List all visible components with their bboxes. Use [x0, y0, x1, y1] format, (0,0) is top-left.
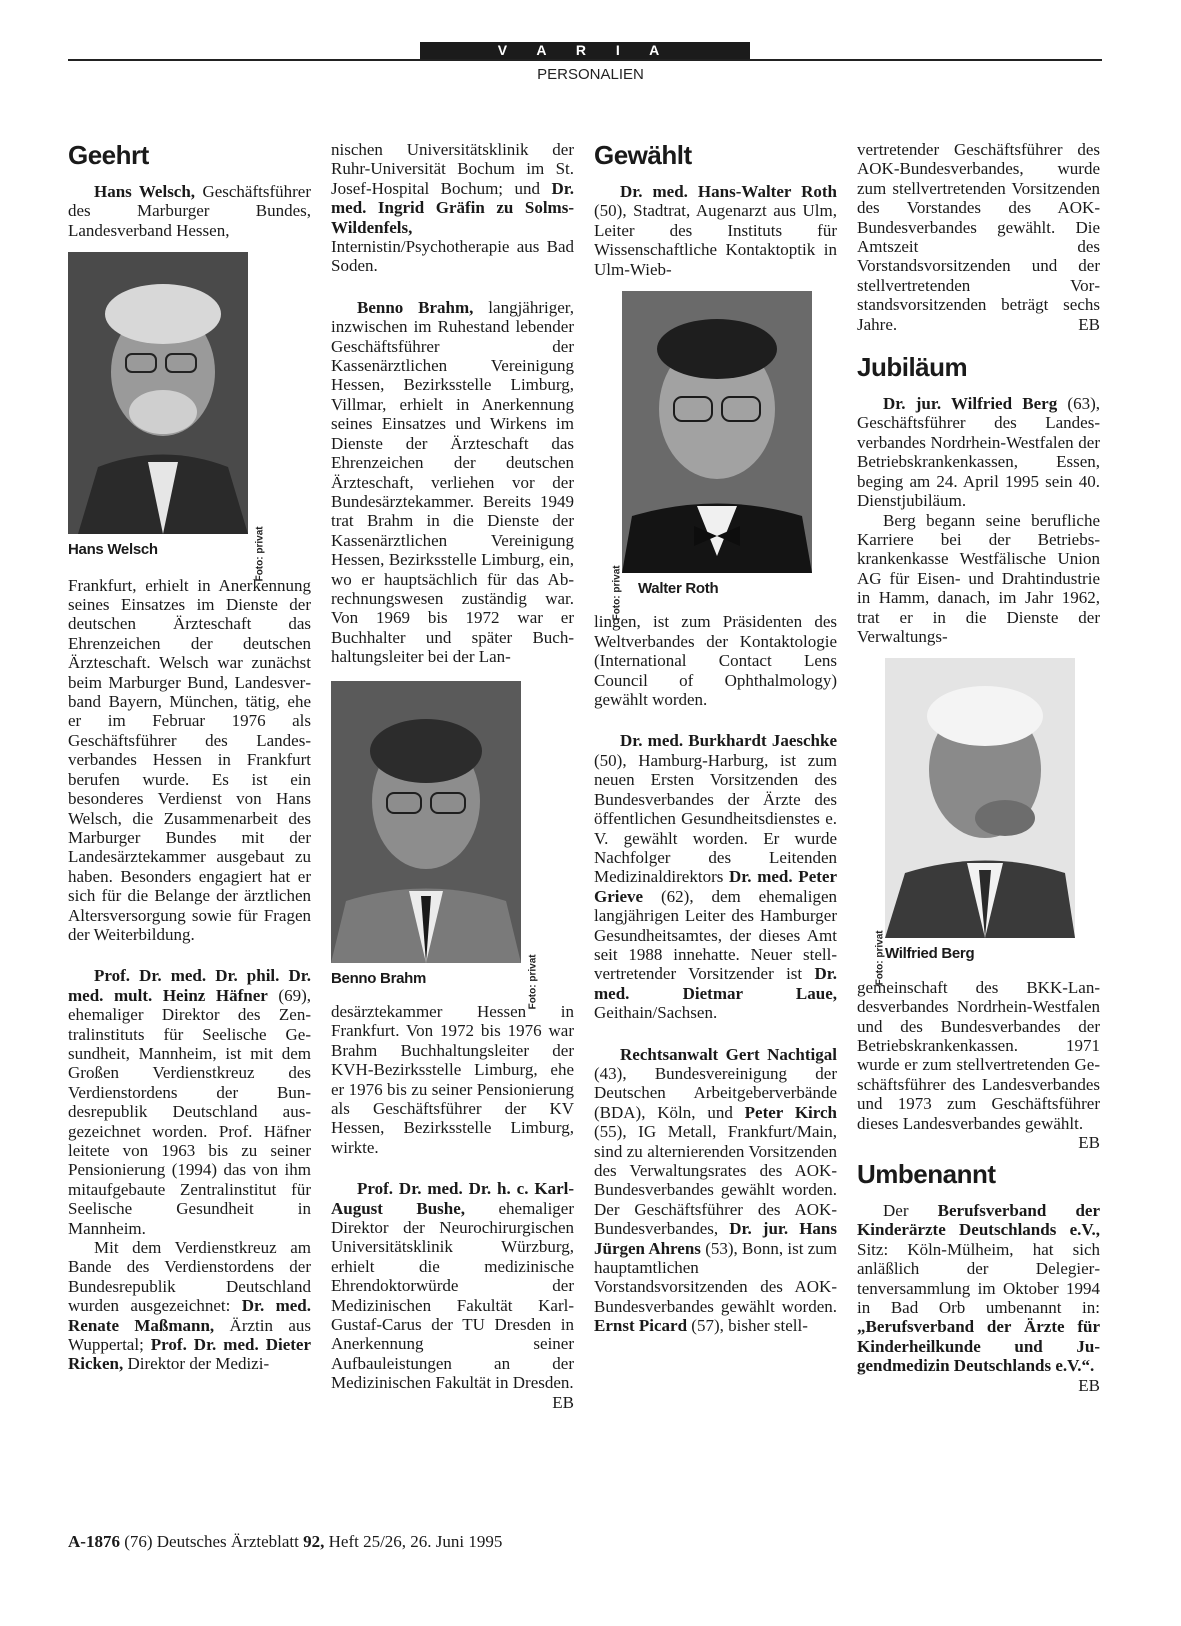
- person-name: Benno Brahm,: [357, 297, 474, 317]
- paragraph-verdienstkreuz: Mit dem Verdienstkreuz am Bande des Verdienstordens der Bundesrepublik Deutschland wurden ausgezeichnet: Dr. med. Renate Maßmann, Ärztin aus Wuppertal; Prof. Dr. med. Dieter Ricken, Direktor der Medizi-: [68, 1238, 311, 1374]
- photo-caption: Walter Roth: [638, 580, 719, 598]
- section-subtitle: PERSONALIEN: [537, 66, 644, 83]
- photo-block-roth: [611, 291, 837, 621]
- column-2: [331, 140, 574, 1412]
- volume-number: 92,: [303, 1532, 325, 1551]
- paragraph-welsch-intro: Hans Welsch, Geschäftsführer des Marburger Bundes, Landesverband Hessen,: [68, 182, 311, 240]
- paragraph-bushe: Prof. Dr. med. Dr. h. c. Karl-August Bushe, ehemaliger Direktor der Neurochirurgischen Universitätsklinik Würzburg, erhielt die medizinische Ehrendoktorwürde der Medizinischen Fakultät Karl-Gustaf-Carus der TU Dresden in Anerkennung seiner Aufbauleistungen an der Medizinischen Fakultät in Dresden. EB: [331, 1179, 575, 1412]
- paragraph-solms: nischen Universitätsklinik der Ruhr-Universität Bochum im St. Josef-Hospital Bochum; und Dr. med. Ingrid Gräfin zu Solms-Wildenfels, Internistin/Psychotherapie aus Bad Soden.: [331, 140, 574, 276]
- author-sign: EB: [1078, 1133, 1100, 1152]
- section-banner: V A R I A: [420, 42, 750, 59]
- photo-block-brahm: [331, 681, 574, 1010]
- paragraph-brahm: Benno Brahm, langjähriger, inzwischen im Ruhestand lebender Geschäftsführer der Kassenärztlichen Vereinigung Hessen, Bezirksstelle Limburg, Villmar, erhielt in Anerkennung seines Einsatzes und Wirkens im Dienste der Ärzteschaft das Ehrenzeichen der deutschen Ärzteschaft, verliehen vor der Bundesärztekammer. Bereits 1949 trat Brahm in die Dienste der Kassenärztlichen Vereinigung Hessen, Bezirksstelle Limburg, ein, wo er hauptsächlich für das Abrechnungswesen zuständig war. Von 1969 bis 1972 war er Buchhalter und später Buchhaltungsleiter bei der Lan-: [331, 297, 574, 667]
- photo-caption: Wilfried Berg: [885, 945, 975, 963]
- paragraph-haefner: Prof. Dr. med. Dr. phil. Dr. med. mult. Heinz Häfner (69), ehemaliger Direktor des Zentralinstituts für Seelische Gesundheit, Mannheim, ist mit dem Großen Verdienstkreuz des Verdienstordens der Bundesrepublik Deutschland ausgezeichnet worden. Prof. Häfner leitete von 1963 bis zu seiner Pensionierung (1994) das von ihm mitaufgebaute Zentralinstitut für Seelische Gesundheit in Mannheim.: [68, 966, 311, 1238]
- column-3: [594, 140, 837, 1336]
- person-name: Dr. med. Hans-Walter Roth: [620, 182, 837, 201]
- person-name: Prof. Dr. med. Dr. phil. Dr. med. mult. Heinz Häfner: [68, 966, 311, 1005]
- paragraph-brahm-cont: desärztekammer Hessen in Frankfurt. Von 1972 bis 1976 war Brahm Buchhaltungsleiter der KVH-Bezirksstelle Limburg, ehe er 1976 bis zu seiner Pensionierung als Geschäftsführer der KV Hessen, Bezirksstelle Limburg, wirkte.: [331, 1001, 574, 1157]
- person-name: Peter Kirch: [744, 1102, 838, 1122]
- organization-name: Berufsverband der Kinderärzte Deutschlands e.V.,: [857, 1201, 1100, 1240]
- header-rule: [68, 59, 1102, 61]
- photo-credit: Foto: privat: [611, 565, 623, 621]
- photo-credit: Foto: privat: [254, 526, 266, 582]
- author-sign: EB: [552, 1392, 574, 1412]
- person-name: Ernst Picard: [594, 1316, 688, 1336]
- paragraph-roth: Dr. med. Hans-Walter Roth (50), Stadtrat, Augenarzt aus Ulm, Leiter des Instituts für Wissenschaftliche Kontaktoptik in Ulm-Wieb-: [594, 182, 837, 279]
- photo-caption: Benno Brahm: [331, 969, 427, 987]
- paragraph-berg-career: Berg begann seine berufliche Karriere bei der Betriebskrankenkasse Westfälische Union AG für Eisen- und Drahtindustrie in Hamm, danach, im Jahr 1962, trat er in die Dienste der Verwaltungs-: [857, 510, 1100, 646]
- photo-credit: Foto: privat: [527, 954, 539, 1010]
- person-name: Prof. Dr. med. Dr. h. c. Karl-August Bushe,: [331, 1179, 574, 1218]
- photo-block-berg: [874, 658, 1100, 986]
- heading-umbenannt: Umbenannt: [857, 1159, 996, 1189]
- person-name: Dr. med. Peter Grieve: [594, 867, 837, 906]
- person-name: Dr. med. Dietmar Laue,: [594, 964, 837, 1003]
- author-sign: EB: [1078, 314, 1100, 334]
- paragraph-roth-cont: lingen, ist zum Präsidenten des Weltverbandes der Kontaktologie (International Contact Lens Council of Ophthalmology) gewählt worden.: [594, 612, 837, 710]
- photo-block-welsch: [68, 252, 311, 582]
- organization-name: „Berufsverband der Ärzte für Kinderheilkunde und Jugendmedizin Deutschlands e.V.“.: [857, 1317, 1100, 1376]
- person-name: Rechtsanwalt Gert Nachtigal: [620, 1044, 837, 1064]
- photo-credit: Foto: privat: [874, 930, 886, 986]
- person-name: Hans Welsch,: [94, 182, 196, 201]
- page-footer: A-1876 (76) Deutsches Ärzteblatt 92, Heft 25/26, 26. Juni 1995: [68, 1532, 503, 1551]
- person-name: Dr. med. Renate Maßmann,: [68, 1296, 311, 1335]
- column-1: [68, 140, 311, 1374]
- paragraph-umbenannt: Der Berufsverband der Kinderärzte Deutschlands e.V., Sitz: Köln-Mülheim, hat sich anläßlich der Delegiertenversammlung im Oktober 1994 in Bad Orb umbenannt in: „Berufsverband der Ärzte für Kinderheilkunde und Jugendmedizin Deutschlands e.V.“. EB: [857, 1201, 1100, 1395]
- heading-gewaehlt: Gewählt: [594, 140, 692, 170]
- paragraph-berg-cont: gemeinschaft des BKK-Landesverbandes Nordrhein-Westfalen und des Bundesverbandes der Betriebskrankenkassen. 1971 wurde er zum stellvertretenden Geschäftsführer des Landesverbandes und 1973 zum Geschäftsführer dieses Landesverbandes gewählt. EB: [857, 977, 1100, 1152]
- author-sign: EB: [1078, 1375, 1100, 1395]
- person-name: Dr. jur. Hans Jürgen Ahrens: [594, 1219, 838, 1258]
- paragraph-picard-cont: vertretender Geschäftsführer des AOK-Bundesverbandes, wurde zum stellvertretenden Vorsitzenden des Vorstandes des AOK-Bundesverbandes gewählt. Die Amtszeit des Vorstandsvorsitzenden und der stellvertretenden Vorstandsvorsitzenden beträgt sechs Jahre. EB: [857, 140, 1100, 334]
- person-name: Dr. jur. Wilfried Berg: [883, 394, 1058, 414]
- paragraph-jaeschke: Dr. med. Burkhardt Jaeschke (50), Hamburg-Harburg, ist zum neuen Ersten Vorsitzenden des Bundesverbandes der Ärzte des öffentlichen Gesundheitsdienstes e. V. gewählt worden. Er wurde Nachfolger des Leitenden Medizinaldirektors Dr. med. Peter Grieve (62), dem ehemaligen langjährigen Leiter des Hamburger Gesundheitsamtes, der dieses Amt seit 1988 innehatte. Neuer stellvertretender Vorsitzender ist Dr. med. Dietmar Laue, Geithain/Sachsen.: [594, 731, 837, 1023]
- person-name: Prof. Dr. med. Dieter Ricken,: [68, 1335, 311, 1374]
- page-number: A-1876: [68, 1532, 120, 1551]
- person-name: Dr. med. Burkhardt Jaeschke: [620, 731, 837, 751]
- photo-caption: Hans Welsch: [68, 541, 158, 559]
- heading-jubilaeum: Jubiläum: [857, 352, 968, 383]
- paragraph-welsch-body: Frankfurt, erhielt in Anerkennung seines Einsatzes im Dienste der deutschen Ärzteschaft das Ehrenzeichen der deutschen Ärzteschaft. Welsch war zunächst beim Marburger Bund, Landesverband Bayern, München, tätig, ehe er im Februar 1976 als Geschäftsführer des Landesverbandes Hessen in Frankfurt berufen wurde. Es ist ein besonderes Verdienst von Hans Welsch, die Zusammenarbeit des Marburger Bundes mit der Landesärztekammer ausgebaut zu haben. Besonders engagiert hat er sich für die Belange der ärztlichen Altersversorgung sowie für Fragen der Weiterbildung.: [68, 575, 311, 944]
- heading-geehrt: Geehrt: [68, 140, 149, 170]
- person-name: Dr. med. Ingrid Gräfin zu Solms-Wildenfels,: [331, 178, 574, 237]
- paragraph-nachtigal: Rechtsanwalt Gert Nachtigal (43), Bundesvereinigung der Deutschen Arbeitgeberverbände (BDA), Köln, und Peter Kirch (55), IG Metall, Frankfurt/Main, sind zu alternierenden Vorsitzenden des Verwaltungsrates des AOK-Bundesverbandes gewählt worden. Der Geschäftsführer des AOK-Bundesverbandes, Dr. jur. Hans Jürgen Ahrens (53), Bonn, ist zum hauptamtlichen Vorstandsvorsitzenden des AOK-Bundesverbandes gewählt worden. Ernst Picard (57), bisher stell-: [594, 1044, 838, 1336]
- paragraph-berg: Dr. jur. Wilfried Berg (63), Geschäftsführer des Landesverbandes Nordrhein-Westfalen der Betriebskrankenkassen, Essen, beging am 24. April 1995 sein 40. Dienstjubiläum.: [857, 394, 1100, 511]
- column-4: [857, 140, 1100, 1395]
